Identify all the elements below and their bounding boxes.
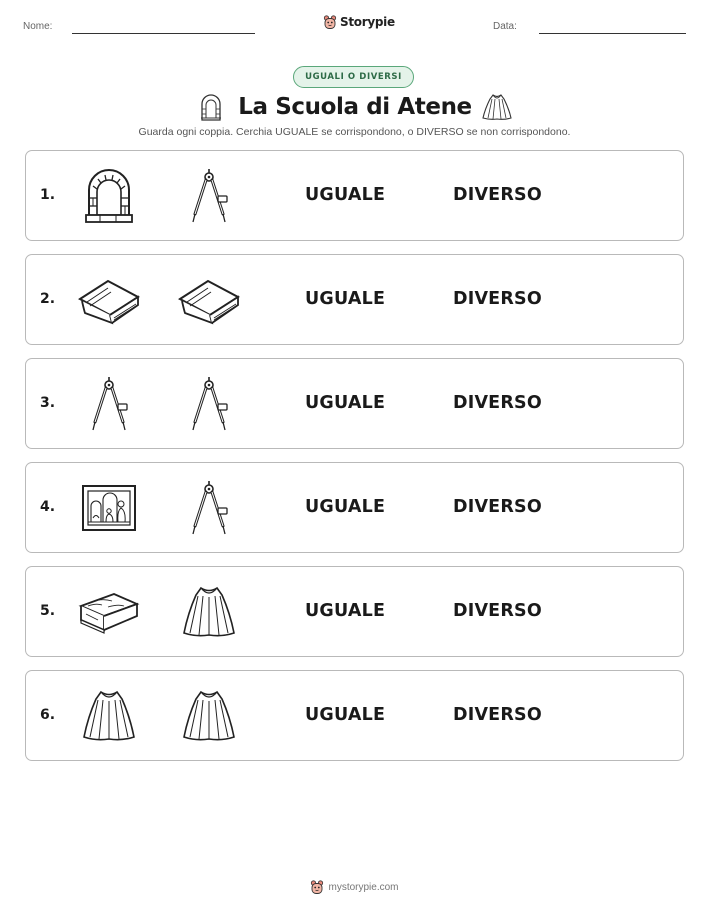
page-title: La Scuola di Atene <box>238 94 472 120</box>
storypie-mascot-icon <box>310 879 324 895</box>
question-number: 3. <box>40 395 56 411</box>
marble-block-icon <box>78 584 140 640</box>
arch-window-icon <box>78 168 140 224</box>
same-option[interactable]: UGUALE <box>305 393 386 413</box>
date-label: Data: <box>493 21 517 32</box>
different-option[interactable]: DIVERSO <box>453 705 542 725</box>
arch-window-icon <box>200 93 222 126</box>
same-option[interactable]: UGUALE <box>305 601 386 621</box>
question-row-3 <box>25 358 684 449</box>
same-option[interactable]: UGUALE <box>305 289 386 309</box>
compass-icon <box>78 376 140 432</box>
title-row <box>0 91 709 123</box>
activity-type-badge: UGUALI O DIVERSI <box>293 66 414 88</box>
cloak-icon <box>178 584 240 640</box>
same-option[interactable]: UGUALE <box>305 705 386 725</box>
storypie-mascot-icon <box>323 14 337 30</box>
same-option[interactable]: UGUALE <box>305 185 386 205</box>
question-row-2 <box>25 254 684 345</box>
different-option[interactable]: DIVERSO <box>453 185 542 205</box>
different-option[interactable]: DIVERSO <box>453 289 542 309</box>
compass-icon <box>178 480 240 536</box>
book-icon <box>78 272 140 328</box>
question-number: 4. <box>40 499 56 515</box>
storypie-logo <box>323 12 395 32</box>
compass-icon <box>178 168 240 224</box>
instructions: Guarda ogni coppia. Cerchia UGUALE se corrispondono, o DIVERSO se non corrispondono. <box>138 126 571 138</box>
date-field[interactable] <box>539 33 686 34</box>
question-number: 6. <box>40 707 56 723</box>
cloak-icon <box>482 93 512 126</box>
question-row-5 <box>25 566 684 657</box>
book-icon <box>178 272 240 328</box>
compass-icon <box>178 376 240 432</box>
question-row-6 <box>25 670 684 761</box>
same-option[interactable]: UGUALE <box>305 497 386 517</box>
different-option[interactable]: DIVERSO <box>453 497 542 517</box>
footer <box>0 879 709 895</box>
different-option[interactable]: DIVERSO <box>453 393 542 413</box>
question-number: 1. <box>40 187 56 203</box>
cloak-icon <box>78 688 140 744</box>
footer-url[interactable]: mystorypie.com <box>328 881 399 893</box>
cloak-icon <box>178 688 240 744</box>
question-row-4 <box>25 462 684 553</box>
question-number: 2. <box>40 291 56 307</box>
name-field[interactable] <box>72 33 255 34</box>
question-row-1 <box>25 150 684 241</box>
different-option[interactable]: DIVERSO <box>453 601 542 621</box>
name-label: Nome: <box>23 21 53 32</box>
fresco-painting-icon <box>78 480 140 536</box>
brand-name: Storypie <box>340 15 395 29</box>
question-number: 5. <box>40 603 56 619</box>
